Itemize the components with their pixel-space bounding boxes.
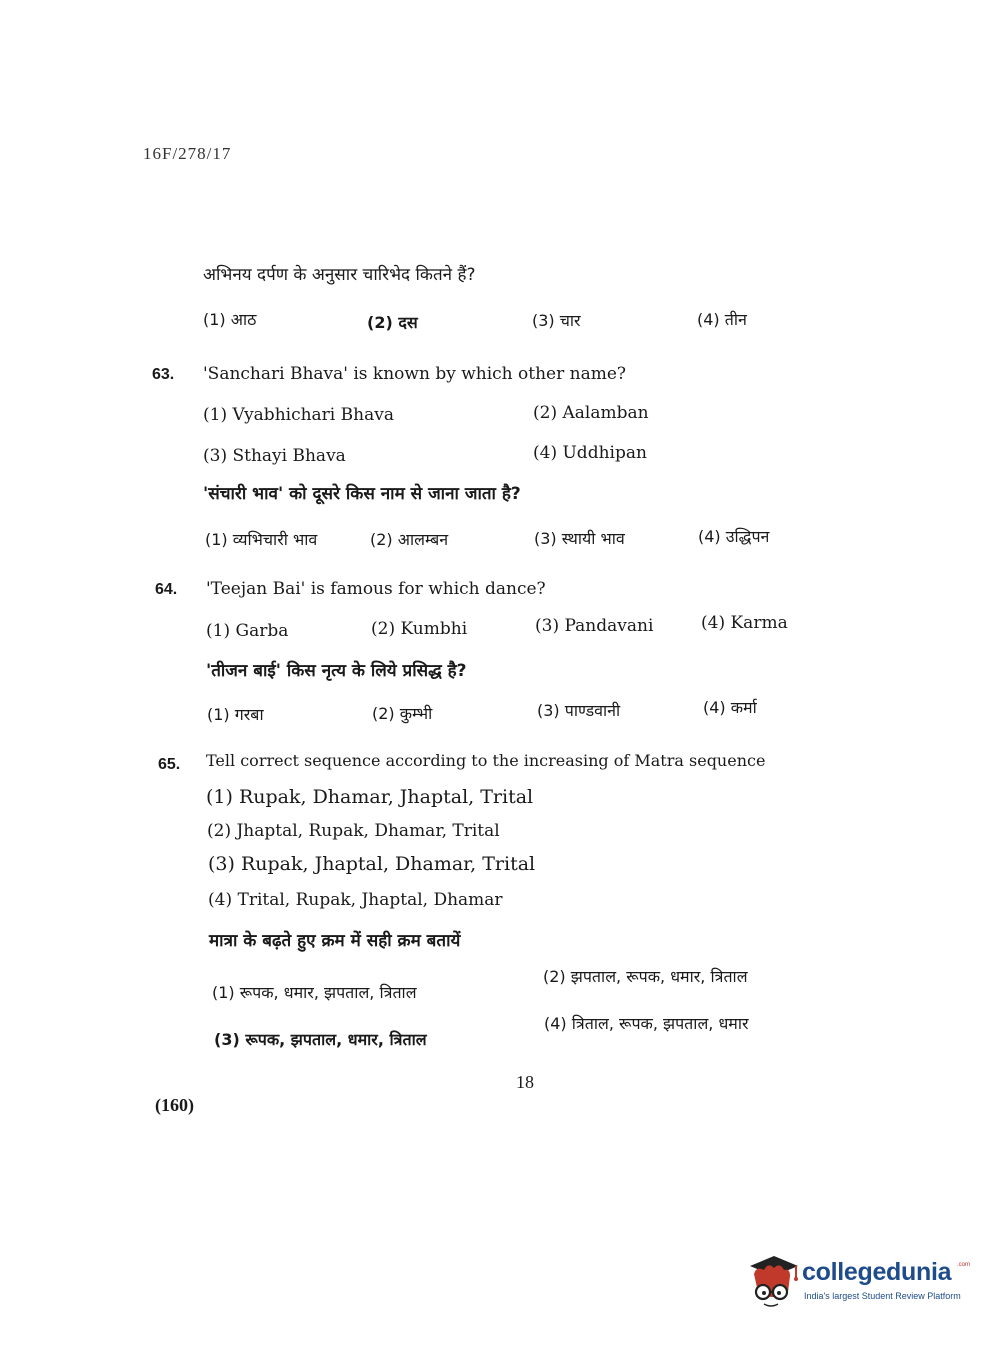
q63-option-4-hindi: (4) उद्धिपन (698, 527, 770, 546)
q63-question-hindi: 'संचारी भाव' को दूसरे किस नाम से जाना जाता है? (203, 484, 521, 504)
q65-option-2-english: (2) Jhaptal, Rupak, Dhamar, Trital (207, 821, 500, 841)
q64-question-hindi: 'तीजन बाई' किस नृत्य के लिये प्रसिद्ध है? (206, 661, 467, 681)
q63-option-2-hindi: (2) आलम्बन (370, 530, 449, 549)
q64-option-2-english: (2) Kumbhi (371, 619, 468, 639)
q62-option-3-hindi: (3) चार (532, 311, 581, 330)
q65-option-1-english: (1) Rupak, Dhamar, Jhaptal, Trital (206, 786, 534, 808)
q64-question-english: 'Teejan Bai' is famous for which dance? (206, 579, 546, 599)
q64-option-4-hindi: (4) कर्मा (703, 698, 757, 717)
q63-number: 63. (152, 366, 175, 383)
q64-option-3-english: (3) Pandavani (535, 616, 654, 636)
q64-option-2-hindi: (2) कुम्भी (372, 704, 433, 723)
logo-tagline: India's largest Student Review Platform (804, 1291, 961, 1301)
q62-option-2-hindi: (2) दस (367, 313, 418, 332)
q65-option-3-hindi: (3) रूपक, झपताल, धमार, त्रिताल (214, 1030, 427, 1049)
q64-option-4-english: (4) Karma (701, 613, 788, 633)
q65-option-3-english: (3) Rupak, Jhaptal, Dhamar, Trital (208, 853, 536, 875)
q64-option-1-hindi: (1) गरबा (207, 705, 264, 724)
logo-suffix: .com (957, 1262, 971, 1268)
marks-code: (160) (155, 1095, 194, 1115)
q62-option-1-hindi: (1) आठ (203, 310, 257, 329)
q65-question-hindi: मात्रा के बढ़ते हुए क्रम में सही क्रम बतायें (209, 931, 461, 951)
q63-option-4-english: (4) Uddhipan (533, 443, 647, 463)
q62-question-hindi: अभिनय दर्पण के अनुसार चारिभेद कितने हैं? (203, 265, 476, 285)
paper-code: 16F/278/17 (143, 144, 232, 163)
mascot-icon (744, 1252, 800, 1310)
logo-wordmark: collegedunia (802, 1258, 952, 1286)
q63-option-2-english: (2) Aalamban (533, 403, 649, 423)
q63-option-3-english: (3) Sthayi Bhava (203, 446, 346, 466)
q65-option-2-hindi: (2) झपताल, रूपक, धमार, त्रिताल (543, 967, 748, 986)
page-number: 18 (516, 1072, 534, 1092)
q64-number: 64. (155, 581, 178, 598)
q62-option-4-hindi: (4) तीन (697, 310, 747, 329)
q63-question-english: 'Sanchari Bhava' is known by which other name? (203, 364, 627, 384)
q65-option-4-english: (4) Trital, Rupak, Jhaptal, Dhamar (208, 890, 503, 910)
q64-option-3-hindi: (3) पाण्डवानी (537, 701, 621, 720)
q65-option-4-hindi: (4) त्रिताल, रूपक, झपताल, धमार (544, 1014, 749, 1033)
q63-option-3-hindi: (3) स्थायी भाव (534, 529, 625, 548)
q63-option-1-english: (1) Vyabhichari Bhava (203, 405, 394, 425)
q65-question-english: Tell correct sequence according to the increasing of Matra sequence (206, 751, 766, 770)
collegedunia-logo (744, 1250, 974, 1312)
q64-option-1-english: (1) Garba (206, 621, 289, 641)
q63-option-1-hindi: (1) व्यभिचारी भाव (205, 530, 318, 549)
q65-option-1-hindi: (1) रूपक, धमार, झपताल, त्रिताल (212, 983, 417, 1002)
q65-number: 65. (158, 756, 181, 773)
